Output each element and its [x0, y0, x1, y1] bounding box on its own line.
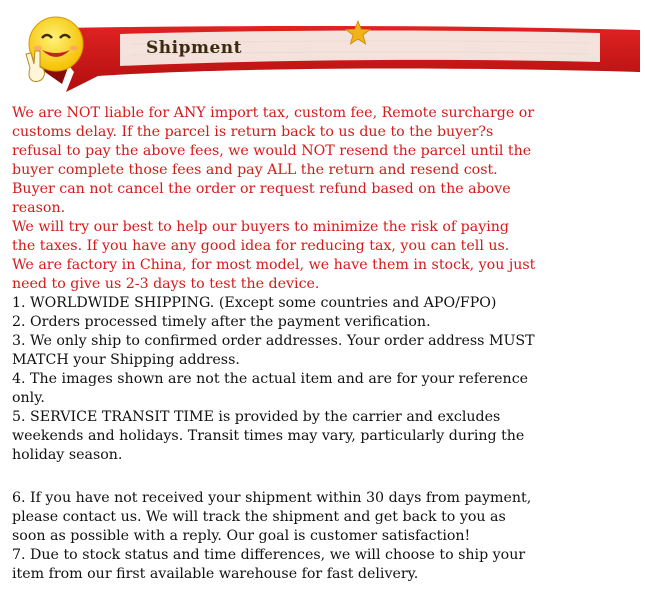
- shipping-terms-list: [12, 294, 640, 465]
- list-item: 2. Orders processed timely after the payment verification.: [12, 314, 431, 330]
- shipment-banner: [0, 0, 645, 100]
- red-line: We are factory in China, for most model, we have them in stock, you just: [12, 257, 536, 273]
- list-item: 6. If you have not received your shipment within 30 days from payment,: [12, 490, 532, 506]
- red-line: need to give us 2-3 days to test the device.: [12, 276, 320, 292]
- list-item: 7. Due to stock status and time differences, we will choose to ship your: [12, 547, 526, 563]
- smiley-peace-icon: [20, 16, 90, 96]
- list-item: weekends and holidays. Transit times may vary, particularly during the: [12, 428, 525, 444]
- red-line: We are NOT liable for ANY import tax, custom fee, Remote surcharge or: [12, 105, 535, 121]
- list-item: 3. We only ship to confirmed order addresses. Your order address MUST: [12, 333, 535, 349]
- star-icon: [345, 20, 371, 46]
- red-line: the taxes. If you have any good idea for reducing tax, you can tell us.: [12, 238, 510, 254]
- red-line: refusal to pay the above fees, we would NOT resend the parcel until the: [12, 143, 532, 159]
- banner-ribbon: [0, 0, 645, 100]
- red-line: reason.: [12, 200, 66, 216]
- list-item: 5. SERVICE TRANSIT TIME is provided by the carrier and excludes: [12, 409, 501, 425]
- list-item: 1. WORLDWIDE SHIPPING. (Except some countries and APO/FPO): [12, 295, 497, 311]
- policy-text: [12, 104, 640, 584]
- list-item: soon as possible with a reply. Our goal is customer satisfaction!: [12, 528, 471, 544]
- red-line: customs delay. If the parcel is return back to us due to the buyer?s: [12, 124, 494, 140]
- tax-notice-block: [12, 104, 640, 294]
- list-item: only.: [12, 390, 45, 406]
- banner-title: Shipment: [146, 38, 242, 58]
- list-item: holiday season.: [12, 447, 123, 463]
- list-item: item from our first available warehouse for fast delivery.: [12, 566, 419, 582]
- red-line: buyer complete those fees and pay ALL the return and resend cost.: [12, 162, 498, 178]
- red-line: We will try our best to help our buyers to minimize the risk of paying: [12, 219, 509, 235]
- spacer: [12, 465, 640, 489]
- red-line: Buyer can not cancel the order or request refund based on the above: [12, 181, 511, 197]
- list-item: please contact us. We will track the shipment and get back to you as: [12, 509, 506, 525]
- delivery-terms-list: [12, 489, 640, 584]
- list-item: MATCH your Shipping address.: [12, 352, 240, 368]
- list-item: 4. The images shown are not the actual item and are for your reference: [12, 371, 529, 387]
